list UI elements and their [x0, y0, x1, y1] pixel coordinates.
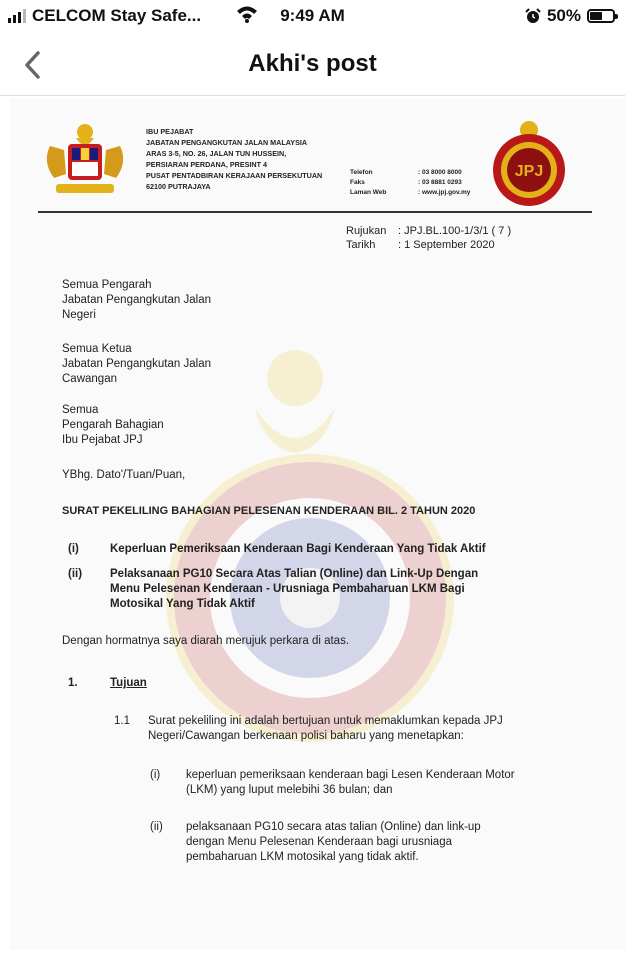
para-line: Surat pekeliling ini adalah bertujuan untuk memaklumkan kepada JPJ — [148, 715, 503, 727]
sub-ii-number: (ii) — [150, 821, 163, 833]
contact-value: : www.jpj.gov.my — [418, 189, 471, 196]
org-line: 62100 PUTRAJAYA — [146, 182, 211, 191]
sub-line: pembaharuan LKM motosikal yang tidak aktif. — [186, 851, 419, 863]
para-line: Negeri/Cawangan berkenaan polisi baharu yang menetapkan: — [148, 730, 464, 742]
item-i-number: (i) — [68, 543, 79, 555]
item-ii-text — [110, 567, 478, 612]
page-title: Akhi's post — [248, 50, 377, 77]
recipient-line: Ibu Pejabat JPJ — [62, 434, 143, 446]
carrier-name: CELCOM Stay Safe... — [32, 6, 202, 25]
rujukan-label: Rujukan — [346, 225, 387, 237]
sub-line: (LKM) yang luput melebihi 36 bulan; dan — [186, 784, 393, 796]
svg-text:JPJ: JPJ — [514, 163, 544, 180]
malaysia-coat-of-arms-icon — [40, 122, 130, 200]
battery-icon — [587, 9, 615, 23]
item-i-text: Keperluan Pemeriksaan Kenderaan Bagi Kenderaan Yang Tidak Aktif — [110, 543, 486, 555]
salutation: YBhg. Dato'/Tuan/Puan, — [62, 469, 186, 481]
rujukan-value: : JPJ.BL.100-1/3/1 ( 7 ) — [398, 225, 512, 237]
section-1-title: Tujuan — [110, 677, 147, 689]
recipient-line: Semua Ketua — [62, 343, 132, 355]
para-1-1-number: 1.1 — [114, 715, 130, 727]
battery-percent: 50% — [546, 6, 581, 25]
recipient-line: Negeri — [62, 309, 96, 321]
reference-block — [346, 224, 511, 252]
status-time: 9:49 AM — [280, 6, 345, 25]
organisation-address — [146, 126, 322, 192]
recipient-line: Jabatan Pengangkutan Jalan — [62, 294, 211, 306]
item-ii-line: Pelaksanaan PG10 Secara Atas Talian (Online) dan Link-Up Dengan — [110, 568, 479, 580]
sub-line: pelaksanaan PG10 secara atas talian (Online) dan link-up — [186, 821, 481, 833]
jpj-emblem-icon — [488, 118, 570, 210]
status-bar — [0, 0, 625, 34]
contact-value: : 03 8000 8000 — [418, 169, 462, 176]
org-line: JABATAN PENGANGKUTAN JALAN MALAYSIA — [146, 138, 308, 147]
contact-label: Laman Web — [350, 189, 387, 196]
contact-label: Telefon — [350, 169, 373, 176]
subject-heading: SURAT PEKELILING BAHAGIAN PELESENAN KENDERAAN BIL. 2 TAHUN 2020 — [62, 505, 476, 517]
status-right-group — [525, 6, 615, 26]
recipient-line: Jabatan Pengangkutan Jalan — [62, 358, 211, 370]
recipient-line: Pengarah Bahagian — [62, 419, 164, 431]
item-ii-number: (ii) — [68, 568, 83, 580]
org-line: ARAS 3-5, NO. 26, JALAN TUN HUSSEIN, — [146, 149, 287, 158]
contact-value: : 03 8881 0293 — [418, 179, 462, 186]
sub-line: keperluan pemeriksaan kenderaan bagi Lesen Kenderaan Motor — [186, 769, 515, 781]
org-line: IBU PEJABAT — [146, 127, 194, 136]
para-1-1-text — [148, 714, 503, 744]
sub-ii-text — [186, 820, 481, 865]
org-line: PUSAT PENTADBIRAN KERAJAAN PERSEKUTUAN — [146, 171, 323, 180]
intro-paragraph: Dengan hormatnya saya diarah merujuk perkara di atas. — [62, 635, 350, 647]
recipient-line: Semua — [62, 404, 99, 416]
contact-labels — [350, 168, 386, 198]
header-divider — [38, 211, 592, 213]
recipient-line: Cawangan — [62, 373, 117, 385]
contact-label: Faks — [350, 179, 365, 186]
item-ii-line: Motosikal Yang Tidak Aktif — [110, 598, 255, 610]
nav-bar — [0, 34, 625, 96]
sub-i-text — [186, 768, 515, 798]
alarm-icon — [525, 8, 541, 24]
tarikh-value: : 1 September 2020 — [398, 239, 495, 251]
item-ii-line: Menu Pelesenan Kenderaan - Urusniaga Pembaharuan LKM Bagi — [110, 583, 465, 595]
document-image[interactable] — [10, 98, 625, 950]
sub-line: dengan Menu Pelesenan Kenderaan bagi urusniaga — [186, 836, 452, 848]
section-1-number: 1. — [68, 677, 78, 689]
recipient-2 — [62, 342, 211, 387]
tarikh-label: Tarikh — [346, 239, 376, 251]
recipient-3 — [62, 403, 164, 448]
sub-i-number: (i) — [150, 769, 161, 781]
contact-values — [418, 168, 470, 198]
recipient-line: Semua Pengarah — [62, 279, 152, 291]
org-line: PERSIARAN PERDANA, PRESINT 4 — [146, 160, 268, 169]
recipient-1 — [62, 278, 211, 323]
